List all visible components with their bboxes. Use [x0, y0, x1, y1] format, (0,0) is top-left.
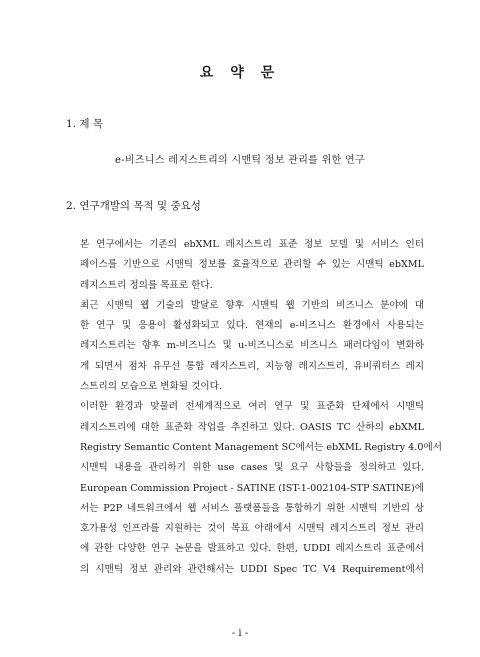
text-line: 게 되면서 점차 유무선 통합 레지스트리, 지능형 레지스트리, 유비쿼터스 레지 [80, 360, 424, 372]
text-line: 한 연구 및 응용이 활성화되고 있다. 현재의 e-비즈니스 환경에서 사용되는 [80, 320, 424, 332]
text-line: 레지스트리는 향후 m-비즈니스 및 u-비즈니스로 비즈니스 패러다임이 변화하 [80, 340, 424, 352]
text-line: European Commission Project - SATINE (IST-1-002104-STP SATINE)에 [80, 482, 425, 494]
text-line: 스트리의 모습으로 변화될 것이다. [80, 381, 222, 393]
text-line: 의 시맨틱 정보 관리와 관련해서는 UDDI Spec TC V4 Requirement에서 [80, 563, 424, 575]
text-line: 레지스트리 정의를 목표로 한다. [80, 279, 213, 291]
body-text [64, 235, 442, 580]
paragraph [64, 397, 442, 580]
section-heading-purpose: 2. 연구개발의 목적 및 중요성 [66, 200, 201, 212]
text-line: 본 연구에서는 기존의 ebXML 레지스트리 표준 정보 모델 및 서비스 인터 [80, 239, 424, 250]
research-subject: e-비즈니스 레지스트리의 시맨틱 정보 관리를 위한 연구 [115, 155, 365, 166]
text-line: 이러한 환경과 맞물려 전세계적으로 여러 연구 및 표준화 단체에서 시맨틱 [80, 401, 424, 413]
text-line: 호가용성 인프라를 지원하는 것이 목표 아래에서 시맨틱 레지스트리 정보 관리 [80, 523, 424, 535]
text-line: 레지스트리에 대한 표준화 작업을 추진하고 있다. OASIS TC 산하의 ebXML [80, 421, 424, 433]
text-line: 시맨틱 내용을 관리하기 위한 use cases 및 요구 사항들을 정의하고 있다. [80, 462, 424, 474]
text-line: 에 관한 다양한 연구 논문을 발표하고 있다. 한편, UDDI 레지스트리 표준에서 [80, 543, 424, 555]
text-line: Registry Semantic Content Management SC에서는 ebXML Registry 4.0에서 [80, 441, 442, 453]
page-title: 요 약 문 [199, 65, 281, 81]
paragraph [64, 235, 424, 296]
paragraph [64, 296, 424, 397]
text-line: 페이스를 기반으로 시맨틱 정보를 효율적으로 관리할 수 있는 시맨틱 ebXML [80, 259, 424, 271]
section-heading-title: 1. 제 목 [66, 118, 103, 130]
page-number: - i - [231, 628, 249, 639]
text-line: 서는 P2P 네트워크에서 웹 서비스 플랫폼들을 통합하기 위한 시맨틱 기반의 상 [80, 502, 424, 514]
text-line: 최근 시맨틱 웹 기술의 발달로 향후 시맨틱 웹 기반의 비즈니스 분야에 대 [80, 299, 424, 311]
